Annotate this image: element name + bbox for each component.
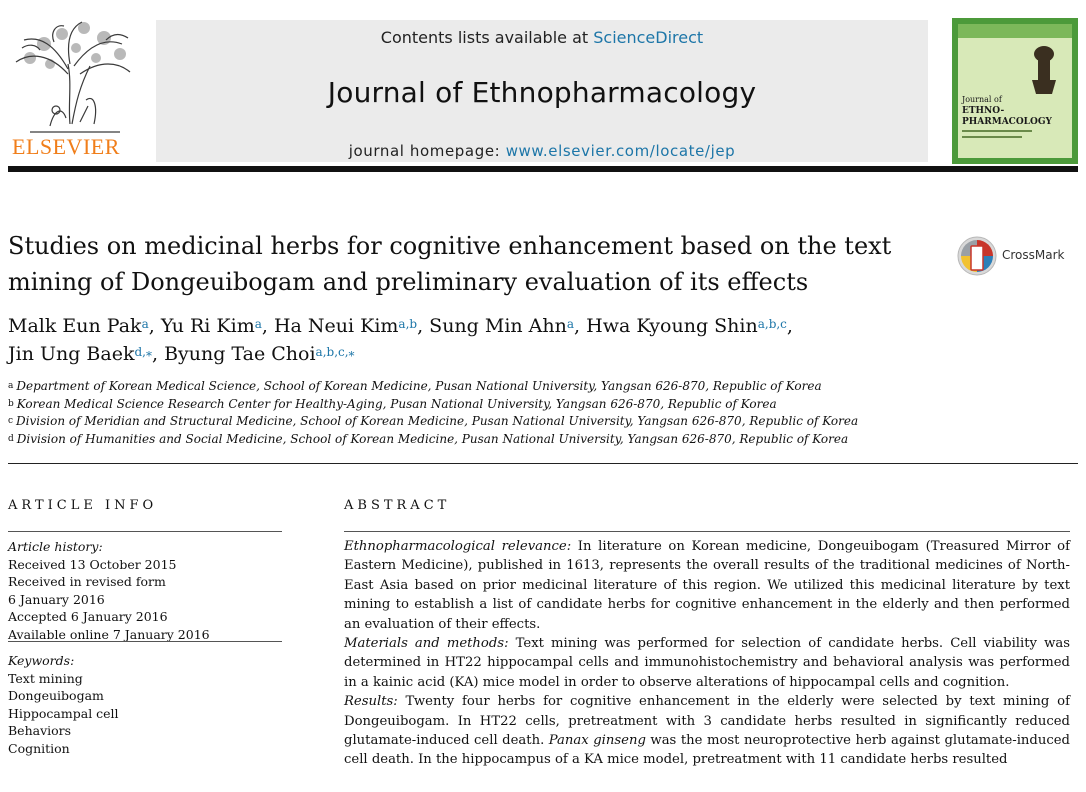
- crossmark-icon: [956, 234, 998, 278]
- journal-masthead: [156, 20, 928, 162]
- affiliation-item: [8, 413, 1068, 431]
- results-text: Twenty four herbs for cognitive enhancement in the elderly were selected by text mining of Dongeuibogam. In HT22 cells, pretreatment with 3 candidate herbs resulted in significantly reduced glutamate-induced cell death.: [344, 694, 1070, 749]
- author-affil-sup[interactable]: a: [566, 317, 575, 331]
- relevance-label: Ethnopharmacological relevance:: [344, 539, 572, 554]
- journal-cover-image: [952, 18, 1078, 164]
- author-affil-sup[interactable]: a: [141, 317, 149, 331]
- affiliation-item: [8, 431, 1068, 449]
- author-name: Jin Ung Baek: [8, 343, 135, 365]
- article-title: Studies on medicinal herbs for cognitive enhancement based on the text mining of Dongeuibogam and preliminary evaluation of its effects: [8, 232, 892, 296]
- author-affil-sup[interactable]: d,⁎: [134, 345, 152, 359]
- affiliation-text: Division of Humanities and Social Medicine, School of Korean Medicine, Pusan National University, Yangsan 626-870, Republic of Korea: [16, 431, 849, 446]
- keyword-item: Text mining: [8, 670, 83, 686]
- homepage-link[interactable]: www.elsevier.com/locate/jep: [505, 142, 736, 160]
- contents-prefix: Contents lists available at: [380, 28, 594, 47]
- article-info-heading: ARTICLE INFO: [8, 498, 158, 513]
- keyword-item: Hippocampal cell: [8, 705, 119, 721]
- keywords-label: Keywords:: [8, 653, 75, 668]
- author-name: Malk Eun Pak: [8, 315, 142, 337]
- cover-title-line3: PHARMACOLOGY: [962, 117, 1052, 127]
- cover-title-line1: Journal of: [962, 95, 1002, 104]
- affiliation-key: d: [8, 433, 14, 444]
- affiliation-key: a: [8, 381, 14, 391]
- affiliation-key: b: [8, 398, 14, 409]
- author-item[interactable]: [8, 315, 161, 337]
- section-divider: [8, 463, 1078, 464]
- abstract-results: [344, 692, 1070, 770]
- author-separator: ,: [786, 315, 793, 337]
- crossmark-badge[interactable]: [956, 234, 1076, 278]
- contents-line: [156, 28, 928, 47]
- author-affil-sup[interactable]: a,b,c,⁎: [315, 345, 355, 359]
- cover-title-line2: ETHNO-: [962, 106, 1005, 116]
- relevance-text: In literature on Korean medicine, Dongeuibogam (Treasured Mirror of Eastern Medicine), published in 1613, represents the overall results of the traditional medicines of North-East Asia based on prior medicinal literature of this region. We utilized this medicinal literature by text mining to establish a list of candidate herbs for cognitive enhancement in the elderly and then performed an evaluation of their effects.: [344, 539, 1070, 632]
- homepage-line: [156, 142, 928, 160]
- keywords-rule: [8, 641, 282, 642]
- abstract-heading: ABSTRACT: [344, 498, 451, 513]
- abstract-rule: [344, 531, 1070, 532]
- author-affil-sup[interactable]: a,b: [398, 317, 418, 331]
- author-list: [8, 312, 1008, 368]
- results-text-continued: was the most neuroprotective herb against glutamate-induced cell death. In the hippocampus of a KA mice model, pretreatment with 11 candidate herbs resulted: [344, 733, 1070, 768]
- history-item: 6 January 2016: [8, 591, 105, 607]
- author-separator: ,: [574, 315, 587, 337]
- abstract-relevance: [344, 537, 1070, 634]
- results-species: Panax ginseng: [548, 733, 646, 749]
- author-name: Hwa Kyoung Shin: [586, 315, 758, 337]
- author-item[interactable]: [8, 343, 164, 365]
- affiliation-list: [8, 378, 1068, 448]
- article-history: [8, 538, 282, 643]
- methods-label: Materials and methods:: [344, 636, 509, 652]
- author-name: Yu Ri Kim: [160, 315, 255, 337]
- author-affil-sup[interactable]: a,b,c: [757, 317, 787, 331]
- history-item: Received 13 October 2015: [8, 556, 177, 572]
- author-separator: ,: [148, 315, 161, 337]
- affiliation-text: Department of Korean Medical Science, School of Korean Medicine, Pusan National University, Yangsan 626-870, Republic of Korea: [16, 379, 822, 393]
- author-name: Byung Tae Choi: [164, 343, 316, 365]
- author-item[interactable]: [164, 343, 354, 365]
- author-item[interactable]: [274, 315, 429, 337]
- history-label: Article history:: [8, 539, 103, 554]
- abstract-methods: [344, 634, 1070, 692]
- author-name: Sung Min Ahn: [429, 315, 567, 337]
- author-affil-sup[interactable]: a: [254, 317, 262, 331]
- crossmark-label: CrossMark: [1002, 248, 1065, 262]
- author-separator: ,: [417, 315, 430, 337]
- affiliation-text: Korean Medical Science Research Center for Healthy-Aging, Pusan National University, Yangsan 626-870, Republic of Korea: [16, 396, 777, 411]
- affiliation-text: Division of Meridian and Structural Medicine, School of Korean Medicine, Pusan National University, Yangsan 626-870, Republic of Korea: [16, 414, 859, 428]
- publisher-wordmark: ELSEVIER: [12, 134, 120, 159]
- homepage-prefix: journal homepage:: [348, 142, 506, 160]
- keyword-item: Behaviors: [8, 723, 72, 738]
- author-item[interactable]: [586, 315, 793, 337]
- sciencedirect-link[interactable]: ScienceDirect: [593, 28, 704, 47]
- methods-text: Text mining was performed for selection of candidate herbs. Cell viability was determined in HT22 hippocampal cells and immunohistochemistry and behavioral analysis was performed in a kainic acid (KA) mice model in order to observe alterations of hippocampal cells and cognition.: [344, 636, 1071, 690]
- author-item[interactable]: [429, 315, 586, 337]
- history-item: Available online 7 January 2016: [8, 626, 210, 642]
- journal-title: Journal of Ethnopharmacology: [327, 76, 757, 109]
- affiliation-item: [8, 378, 1068, 396]
- author-separator: ,: [261, 315, 274, 337]
- header-rule: [8, 166, 1078, 172]
- history-item: Accepted 6 January 2016: [8, 609, 168, 624]
- history-item: Received in revised form: [8, 574, 166, 589]
- results-label: Results:: [344, 694, 398, 710]
- keywords-block: [8, 652, 282, 757]
- affiliation-key: c: [8, 416, 14, 426]
- affiliation-item: [8, 396, 1068, 414]
- keyword-item: Cognition: [8, 740, 70, 756]
- author-separator: ,: [151, 343, 165, 365]
- article-info-rule: [8, 531, 282, 532]
- journal-header: [8, 8, 1078, 158]
- author-name: Ha Neui Kim: [273, 315, 399, 337]
- author-item[interactable]: [161, 315, 274, 337]
- keyword-item: Dongeuibogam: [8, 688, 104, 703]
- abstract-body: [344, 537, 1070, 770]
